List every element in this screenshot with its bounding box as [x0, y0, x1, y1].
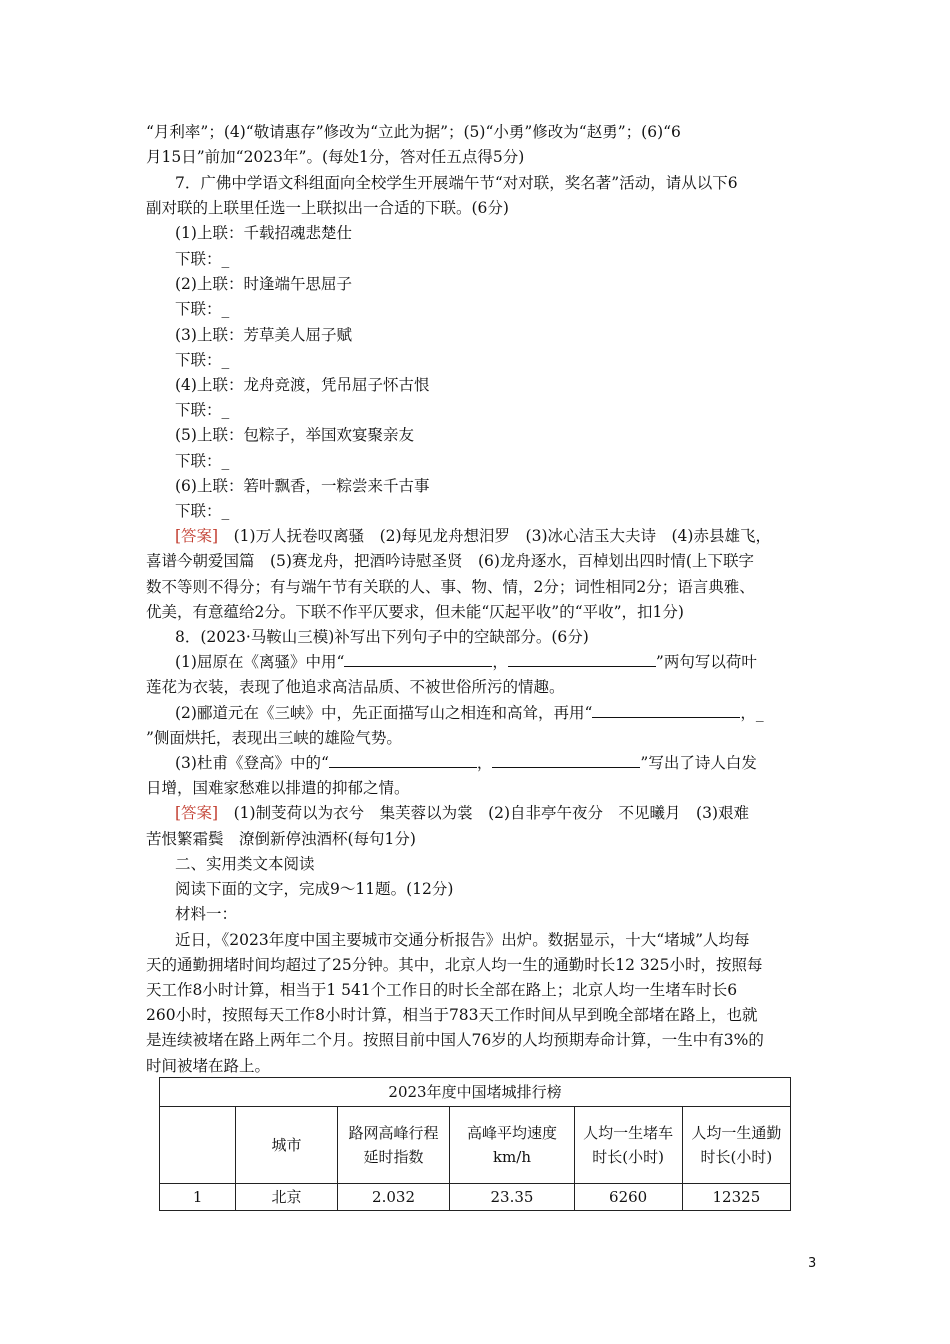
paragraph-line: 是连续被堵在路上两年二个月。按照目前中国人76岁的人均预期寿命计算，一生中有3%的: [146, 1031, 764, 1049]
paragraph-line: 天工作8小时计算，相当于1 541个工作日的时长全部在路上；北京人均一生堵车时长6: [146, 981, 738, 999]
text-line: 月15日”前加“2023年”。(每处1分，答对任五点得5分): [146, 148, 525, 166]
answer-text: (1)制芰荷以为衣兮 集芙蓉以为裳 (2)自非亭午夜分 不见曦月 (3)艰难: [233, 804, 749, 822]
paragraph-line: 260小时，按照每天工作8小时计算，相当于783天工作时间从早到晚全部堵在路上，也就: [146, 1006, 758, 1024]
table-title: 2023年度中国堵城排行榜: [160, 1078, 791, 1107]
fill-blank[interactable]: [344, 652, 492, 667]
couplet-1: (1)上联：千载招魂悲楚仕: [175, 224, 352, 242]
table-row: [160, 1184, 791, 1211]
fill-blank[interactable]: [492, 753, 640, 768]
question-8-3: (3)杜甫《登高》中的“ ， ”写出了诗人白发: [175, 754, 757, 772]
question-8-1-cont: 莲花为衣装，表现了他追求高洁品质、不被世俗所污的情趣。: [146, 678, 565, 696]
section-instruction: 阅读下面的文字，完成9～11题。(12分): [175, 880, 454, 898]
couplet-3: (3)上联：芳草美人屈子赋: [175, 326, 352, 344]
question-7-cont: 副对联的上联里任选一上联拟出一合适的下联。(6分): [146, 199, 509, 217]
couplet-2: (2)上联：时逢端午思屈子: [175, 275, 352, 293]
material-label: 材料一：: [175, 905, 238, 923]
answer-text: (1)万人抚卷叹离骚 (2)每见龙舟想汨罗 (3)冰心洁玉大夫诗 (4)赤县雄飞，: [233, 527, 771, 545]
answer-7-cont: 喜谱今朝爱国篇 (5)赛龙舟，把酒吟诗慰圣贤 (6)龙舟逐水，百棹划出四时情(上下联字: [146, 552, 754, 570]
question-8: 8．(2023·马鞍山三模)补写出下列句子中的空缺部分。(6分): [175, 628, 589, 646]
cell-rank: 1: [160, 1184, 236, 1211]
header-peak-speed: 高峰平均速度km/h: [450, 1107, 574, 1184]
couplet-5: (5)上联：包粽子，举国欢宴聚亲友: [175, 426, 414, 444]
question-7: 7．广佛中学语文科组面向全校学生开展端午节“对对联，奖名著”活动，请从以下6: [175, 174, 738, 192]
header-rank: [160, 1107, 236, 1184]
header-jam-hours: 人均一生堵车时长(小时): [574, 1107, 682, 1184]
couplet-answer-line: 下联：_: [175, 250, 230, 268]
cell-jam-hours: 6260: [574, 1184, 682, 1211]
question-8-2-cont: ”侧面烘托，表现出三峡的雄险气势。: [146, 729, 402, 747]
question-8-2: (2)郦道元在《三峡》中，先正面描写山之相连和高耸，再用“ ，_: [175, 704, 764, 722]
cell-delay-index: 2.032: [337, 1184, 450, 1211]
cell-commute-hours: 12325: [682, 1184, 790, 1211]
answer-tag: [答案]: [175, 804, 219, 822]
text-line: “月利率”；(4)“敬请惠存”修改为“立此为据”；(5)“小勇”修改为“赵勇”；(6)“6: [146, 123, 681, 141]
paragraph-line: 时间被堵在路上。: [146, 1057, 271, 1075]
fill-blank[interactable]: [329, 753, 477, 768]
cell-city: 北京: [236, 1184, 337, 1211]
answer-tag: [答案]: [175, 527, 219, 545]
couplet-answer-line: 下联：_: [175, 401, 230, 419]
couplet-answer-line: 下联：_: [175, 300, 230, 318]
question-8-1: (1)屈原在《离骚》中用“ ， ”两句写以荷叶: [175, 653, 757, 671]
paragraph-line: 近日，《2023年度中国主要城市交通分析报告》出炉。数据显示，十大“堵城”人均每: [175, 931, 750, 949]
section-heading: 二、实用类文本阅读: [175, 855, 315, 873]
answer-7-cont: 数不等则不得分；有与端午节有关联的人、事、物、情，2分；词性相同2分；语言典雅、: [146, 578, 755, 596]
question-8-3-cont: 日增，国难家愁难以排遣的抑郁之情。: [146, 779, 410, 797]
answer-7-cont: 优美，有意蕴给2分。下联不作平仄要求，但未能“仄起平收”的“平收”，扣1分): [146, 603, 684, 621]
answer-8-cont: 苦恨繁霜鬓 潦倒新停浊酒杯(每句1分): [146, 830, 416, 848]
ranking-table: [159, 1077, 791, 1211]
header-commute-hours: 人均一生通勤时长(小时): [682, 1107, 790, 1184]
couplet-6: (6)上联：箬叶飘香，一粽尝来千古事: [175, 477, 430, 495]
answer-8: [175, 802, 749, 824]
page-number: 3: [808, 1256, 817, 1271]
fill-blank[interactable]: [592, 703, 740, 718]
couplet-answer-line: 下联：_: [175, 502, 230, 520]
couplet-answer-line: 下联：_: [175, 351, 230, 369]
couplet-4: (4)上联：龙舟竞渡，凭吊屈子怀古恨: [175, 376, 430, 394]
header-delay-index: 路网高峰行程延时指数: [337, 1107, 450, 1184]
cell-peak-speed: 23.35: [450, 1184, 574, 1211]
fill-blank[interactable]: [508, 652, 656, 667]
couplet-answer-line: 下联：_: [175, 452, 230, 470]
header-city: 城市: [236, 1107, 337, 1184]
answer-7: [175, 525, 771, 547]
paragraph-line: 天的通勤拥堵时间均超过了25分钟。其中，北京人均一生的通勤时长12 325小时，按照每: [146, 956, 763, 974]
